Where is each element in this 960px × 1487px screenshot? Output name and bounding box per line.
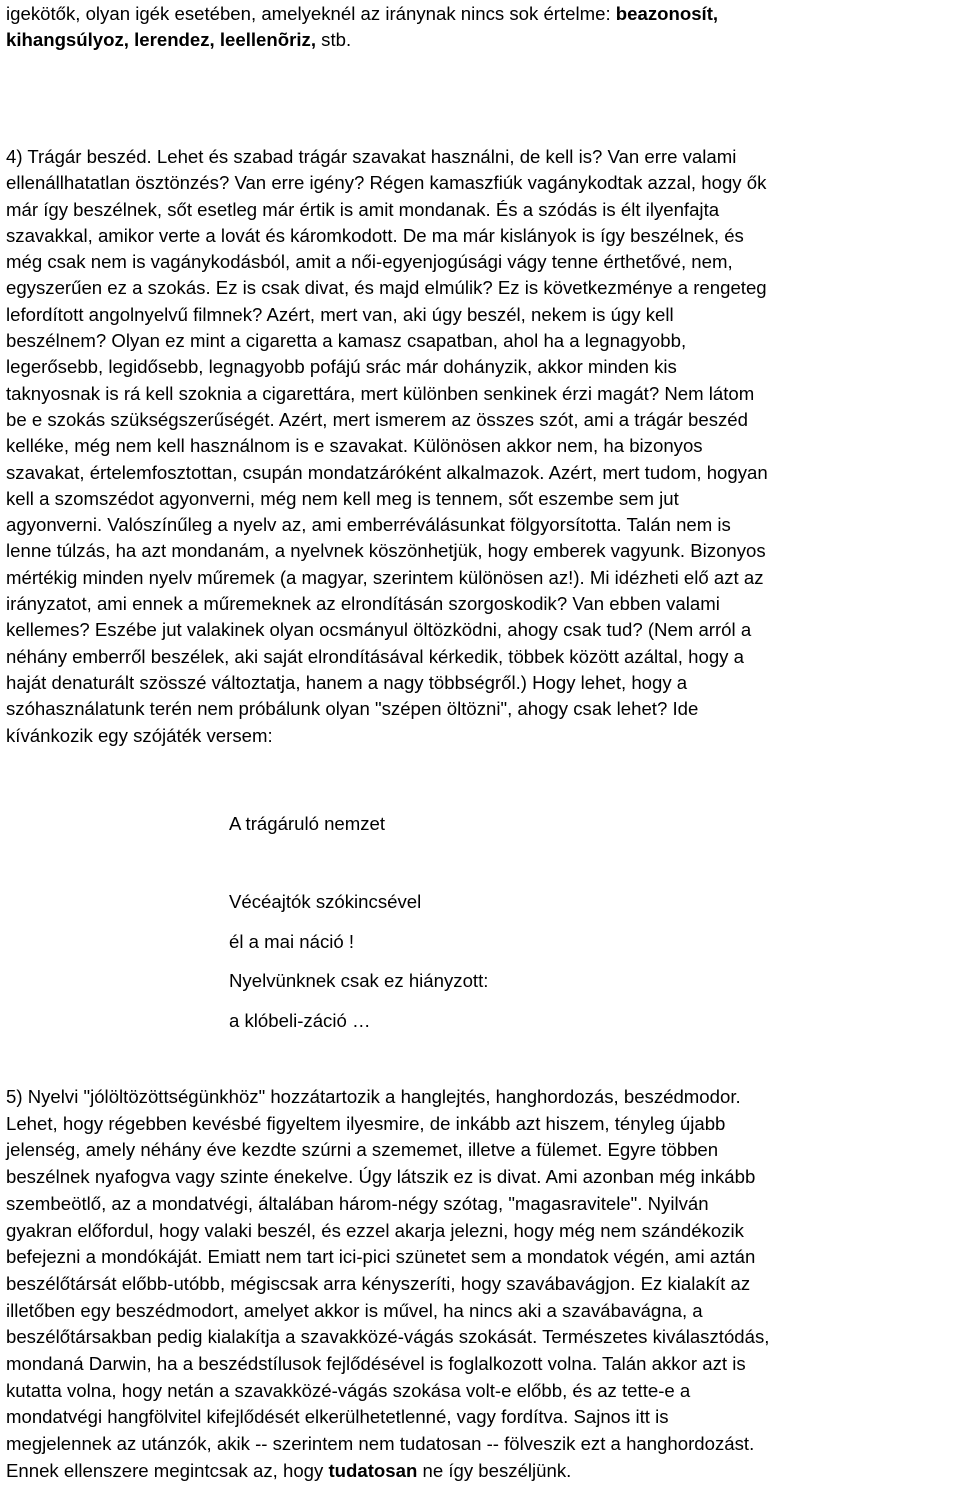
text-line: jelenség, amely néhány éve kezdte szúrni a szememet, illetve a fülemet. Egyre többen [6, 1139, 719, 1161]
text-line: Lehet, hogy régebben kevésbé figyeltem ilyesmire, de inkább azt hiszem, tényleg újabb [6, 1112, 726, 1134]
text-line: szóhasználatunk terén nem próbálunk olyan "szépen öltözni", ahogy csak lehet? Ide [6, 698, 699, 720]
poem-line: Nyelvünknek csak ez hiányzott: [229, 970, 489, 991]
intro-text: stb. [315, 29, 352, 51]
text-line: kellemes? Eszébe jut valakinek olyan ocsmányul öltözködni, ahogy csak tud? (Nem arról a [6, 619, 752, 641]
intro-bold-terms: beazonosít, [615, 3, 719, 24]
text-line: beszélőtársakban pedig kialakítja a szavakközé-vágás szokását. Természetes kiválasztódás, [6, 1326, 770, 1348]
text-line: mondatvégi hangfölvitel kifejlődését elkerülhetetlenné, vagy fordítva. Sajnos itt is [6, 1406, 669, 1428]
text-line [6, 1458, 954, 1485]
text-fragment: ne így beszéljünk. [417, 1459, 572, 1481]
text-fragment: Ennek ellenszere megintcsak az, hogy [6, 1459, 329, 1481]
text-line: beszélnem? Olyan ez mint a cigaretta a kamasz csapatban, ahol ha a legnagyobb, [6, 330, 687, 352]
intro-text: igekötők, olyan igék esetében, amelyeknél az iránynak nincs sok értelme: [6, 3, 616, 24]
text-line: szavakkal, amikor verte a lovát és káromkodott. De ma már kislányok is így beszélnek, és [6, 224, 744, 246]
text-line: beszélőtársát előbb-utóbb, mégiscsak arra kényszeríti, hogy szavábavágjon. Ez kialakít az [6, 1272, 751, 1294]
text-line [6, 27, 954, 53]
text-line: befejezni a mondókáját. Emiatt nem tart ici-pici szünetet sem a mondatok végén, ami aztán [6, 1246, 756, 1268]
text-line: taknyosnak is rá kell szoknia a cigarettára, mert különben senkinek érzi magát? Nem látom [6, 382, 755, 404]
text-line: 5) Nyelvi "jólöltözöttségünkhöz" hozzátartozik a hanglejtés, hanghordozás, beszédmodor. [6, 1086, 741, 1107]
text-line: mondaná Darwin, ha a beszédstílusok fejlődésével is foglalkozott volna. Talán akkor azt is [6, 1353, 746, 1375]
poem-line: él a mai náció ! [229, 931, 355, 952]
text-line: lenne túlzás, ha azt mondanám, a nyelvnek köszönhetjük, hogy emberek vagyunk. Bizonyos [6, 540, 766, 562]
text-line: 4) Trágár beszéd. Lehet és szabad trágár szavakat használni, de kell is? Van erre valami [6, 146, 737, 167]
intro-bold-terms: kihangsúlyoz, lerendez, leellenõriz, [6, 29, 316, 51]
text-line: kívánkozik egy szójáték versem: [6, 724, 273, 746]
text-line: gyakran előfordul, hogy valaki beszél, és ezzel akarja jelezni, hogy még nem szándékozik [6, 1219, 744, 1241]
text-line: megjelennek az utánzók, akik -- szerintem nem tudatosan -- fölveszik ezt a hanghordozást. [6, 1433, 755, 1455]
section-5-paragraph [6, 1084, 954, 1485]
text-line: néhány emberről beszélek, aki saját elrondításával kérkedik, többek között azáltal, hogy a [6, 645, 744, 667]
text-line: szavakat, értelemfosztottan, csupán mondatzáróként alkalmazok. Azért, mert tudom, hogyan [6, 461, 768, 483]
text-line: legerősebb, legidősebb, legnagyobb pofájú srác már dohányzik, akkor minden kis [6, 356, 677, 378]
text-line: lefordított angolnyelvű filmnek? Azért, mert van, aki úgy beszél, nekem is úgy kell [6, 303, 674, 325]
text-line: még csak nem is vagánykodásból, amit a női-egyenjogúsági vágy tenne érthetővé, nem, [6, 251, 733, 273]
text-line: kelléke, még nem kell használnom is e szavakat. Különösen akkor nem, ha bizonyos [6, 435, 703, 457]
text-line: be e szokás szükségszerűségét. Azért, mert ismerem az összes szót, ami a trágár beszéd [6, 408, 748, 430]
text-line: egyszerűen ez a szokás. Ez is csak divat, és majd elmúlik? Ez is következménye a rengeteg [6, 277, 767, 299]
text-line: mértékig minden nyelv műremek (a magyar, szerintem különösen az!). Mi idézheti elő azt az [6, 566, 764, 588]
poem-title: A trágáruló nemzet [229, 813, 386, 834]
text-line [6, 1, 954, 27]
text-line: agyonverni. Valószínűleg a nyelv az, ami emberréválásunkat fölgyorsította. Talán nem is [6, 514, 731, 536]
poem-line: a klóbeli-záció … [229, 1010, 371, 1031]
text-line: szembeötlő, az a mondatvégi, általában három-négy szótag, "magasravitele". Nyilván [6, 1192, 709, 1214]
text-line: már így beszélnek, sőt esetleg már értik is amit mondanak. És a szódás is élt ilyenfajta [6, 198, 720, 220]
emphasis-word: tudatosan [328, 1459, 418, 1481]
text-line: illetőben egy beszédmodort, amelyet akkor is művel, ha nincs aki a szavábavágna, a [6, 1299, 703, 1321]
intro-paragraph [6, 1, 954, 54]
text-line: kell a szomszédot agyonverni, még nem kell meg is tennem, sőt eszembe sem jut [6, 487, 679, 509]
poem-line: Vécéajtók szókincsével [229, 891, 422, 912]
text-line: irányzatot, ami ennek a műremeknek az elrondításán szorgoskodik? Van ebben valami [6, 593, 720, 615]
section-4-paragraph [6, 144, 954, 749]
text-line: ellenállhatatlan ösztönzés? Van erre igény? Régen kamaszfiúk vagánykodtak azzal, hogy ők [6, 172, 767, 194]
text-line: kutatta volna, hogy netán a szavakközé-vágás szokása volt-e előbb, és az tette-e a [6, 1379, 691, 1401]
text-line: beszélnek nyafogva vagy szinte énekelve. Úgy látszik ez is divat. Ami azonban még inkább [6, 1166, 756, 1188]
text-line: haját denaturált szösszé változtatja, hanem a nagy többségről.) Hogy lehet, hogy a [6, 671, 688, 693]
